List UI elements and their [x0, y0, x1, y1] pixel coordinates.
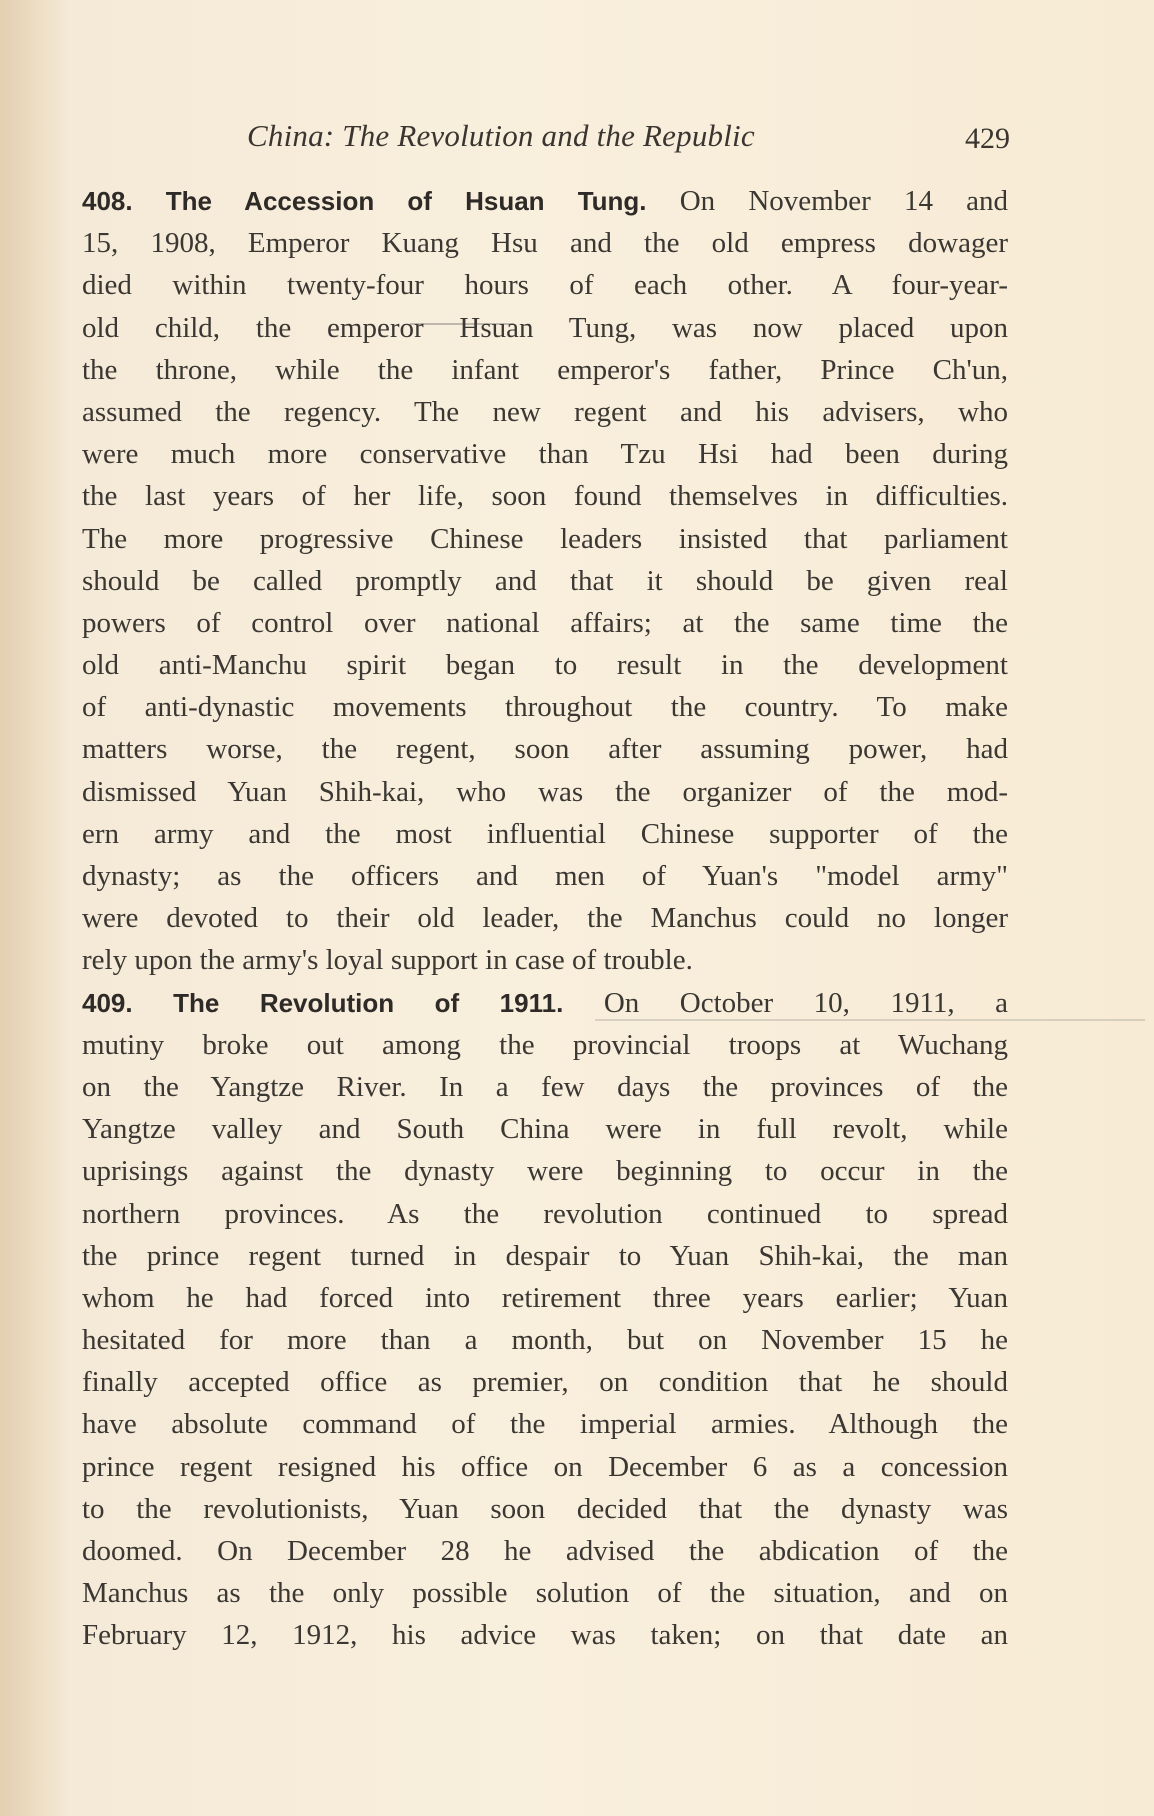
text-line: the last years of her life, soon found themselves in difficulties. [82, 480, 1008, 513]
text-line: were much more conservative than Tzu Hsi had been during [82, 438, 1008, 471]
text-line: whom he had forced into retirement three years earlier; Yuan [82, 1281, 1008, 1314]
text-line: assumed the regency. The new regent and his advisers, who [82, 395, 1008, 428]
text-line: matters worse, the regent, soon after assuming power, had [82, 733, 1008, 766]
text-line: 15, 1908, Emperor Kuang Hsu and the old empress dowager [82, 227, 1008, 260]
body-text [82, 180, 1008, 1657]
text-line: should be called promptly and that it should be given real [82, 564, 1008, 597]
text-line: Yangtze valley and South China were in full revolt, while [82, 1113, 1008, 1146]
text-line: mutiny broke out among the provincial troops at Wuchang [82, 1028, 1008, 1061]
text-line: dynasty; as the officers and men of Yuan's "model army" [82, 860, 1008, 892]
text-line: powers of control over national affairs; at the same time the [82, 606, 1008, 639]
text-line: ern army and the most influential Chinese supporter of the [82, 817, 1008, 850]
text-line: were devoted to their old leader, the Manchus could no longer [82, 902, 1008, 935]
text-line: dismissed Yuan Shih-kai, who was the organizer of the mod- [82, 775, 1008, 808]
text-line: doomed. On December 28 he advised the abdication of the [82, 1535, 1008, 1567]
text-line: The more progressive Chinese leaders insisted that parliament [82, 522, 1008, 555]
text-line: rely upon the army's loyal support in case of trouble. [82, 944, 693, 977]
running-head [82, 116, 1010, 160]
text-line: uprisings against the dynasty were beginning to occur in the [82, 1155, 1008, 1188]
text-line: have absolute command of the imperial armies. Although the [82, 1408, 1008, 1441]
text-line: prince regent resigned his office on December 6 as a concession [82, 1450, 1008, 1483]
text-line: hesitated for more than a month, but on November 15 he [82, 1324, 1008, 1357]
running-title: China: The Revolution and the Republic [247, 118, 755, 153]
text-line: on the Yangtze River. In a few days the provinces of the [82, 1070, 1008, 1103]
text-line: Manchus as the only possible solution of the situation, and on [82, 1577, 1008, 1610]
text-line: old anti-Manchu spirit began to result in the development [82, 649, 1008, 682]
text-line: died within twenty-four hours of each other. A four-year- [82, 269, 1008, 302]
section-408-heading: 408. The Accession of Hsuan Tung. [82, 186, 647, 216]
section-409-first-line: 409. The Revolution of 1911. On October 10, 1911, a [82, 986, 1008, 1019]
section-408-first-line: 408. The Accession of Hsuan Tung. On November 14 and [82, 185, 1008, 217]
text-line: February 12, 1912, his advice was taken; on that date an [82, 1619, 1008, 1652]
text-line: finally accepted office as premier, on condition that he should [82, 1366, 1008, 1399]
page-number: 429 [965, 122, 1010, 155]
text-line: old child, the emperor Hsuan Tung, was now placed upon [82, 311, 1008, 344]
text-line: the throne, while the infant emperor's father, Prince Ch'un, [82, 353, 1008, 386]
text-line: northern provinces. As the revolution continued to spread [82, 1197, 1008, 1230]
section-409-heading: 409. The Revolution of 1911. [82, 987, 564, 1018]
text-line: of anti-dynastic movements throughout the country. To make [82, 691, 1008, 724]
text-line: to the revolutionists, Yuan soon decided that the dynasty was [82, 1492, 1008, 1525]
text-line: the prince regent turned in despair to Yuan Shih-kai, the man [82, 1239, 1008, 1272]
